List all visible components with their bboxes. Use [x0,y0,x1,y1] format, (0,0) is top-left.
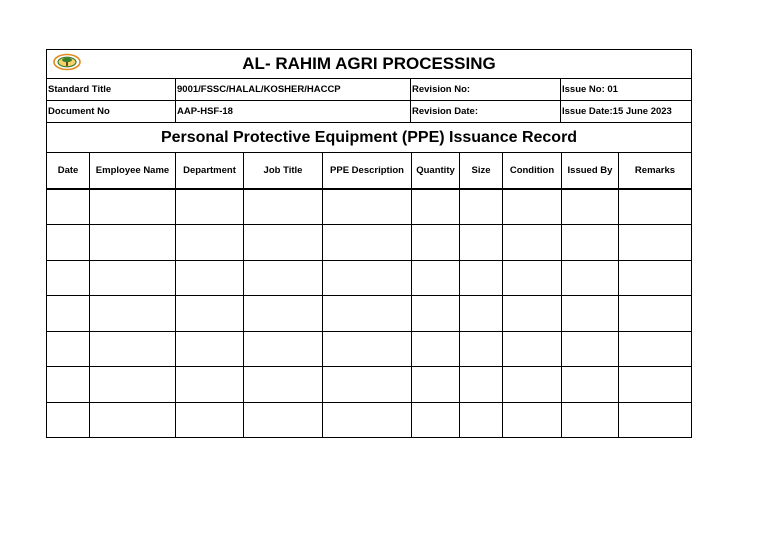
table-cell[interactable] [619,296,692,332]
table-cell[interactable] [90,367,176,403]
table-cell[interactable] [503,402,562,438]
table-cell[interactable] [460,402,503,438]
table-cell[interactable] [244,260,323,296]
table-cell[interactable] [503,260,562,296]
table-cell[interactable] [323,331,412,367]
company-name: AL- RAHIM AGRI PROCESSING [242,54,496,73]
table-cell[interactable] [176,189,244,225]
table-cell[interactable] [412,402,460,438]
table-cell[interactable] [176,402,244,438]
table-row [47,260,692,296]
table-cell[interactable] [619,402,692,438]
form-title: Personal Protective Equipment (PPE) Issuance Record [47,123,692,153]
table-cell[interactable] [503,367,562,403]
table-cell[interactable] [562,225,619,261]
table-cell[interactable] [90,189,176,225]
ppe-issuance-table [46,152,692,439]
table-cell[interactable] [503,225,562,261]
table-cell[interactable] [323,367,412,403]
company-header-cell [47,50,692,79]
table-cell[interactable] [460,331,503,367]
table-cell[interactable] [619,331,692,367]
ppe-form-sheet [46,49,691,438]
table-row [47,402,692,438]
table-cell[interactable] [412,296,460,332]
table-cell[interactable] [412,189,460,225]
table-cell[interactable] [47,402,90,438]
standard-title-value[interactable]: 9001/FSSC/HALAL/KOSHER/HACCP [176,79,411,101]
table-cell[interactable] [412,225,460,261]
column-header-size: Size [460,152,503,189]
table-row [47,189,692,225]
issue-no-label[interactable]: Issue No: 01 [561,79,692,101]
table-cell[interactable] [562,402,619,438]
issue-date-label[interactable]: Issue Date:15 June 2023 [561,101,692,123]
table-row [47,331,692,367]
table-cell[interactable] [176,225,244,261]
column-header-employee-name: Employee Name [90,152,176,189]
table-body [47,189,692,438]
table-cell[interactable] [619,260,692,296]
table-cell[interactable] [176,260,244,296]
table-row [47,225,692,261]
table-cell[interactable] [323,260,412,296]
table-cell[interactable] [90,402,176,438]
table-cell[interactable] [562,189,619,225]
table-cell[interactable] [47,189,90,225]
table-cell[interactable] [244,296,323,332]
table-cell[interactable] [460,260,503,296]
table-cell[interactable] [503,331,562,367]
table-cell[interactable] [460,225,503,261]
column-header-quantity: Quantity [412,152,460,189]
column-header-condition: Condition [503,152,562,189]
column-header-ppe-description: PPE Description [323,152,412,189]
table-cell[interactable] [90,225,176,261]
table-cell[interactable] [323,225,412,261]
table-cell[interactable] [562,296,619,332]
table-cell[interactable] [562,367,619,403]
table-cell[interactable] [460,296,503,332]
table-cell[interactable] [619,189,692,225]
table-cell[interactable] [47,260,90,296]
table-cell[interactable] [244,225,323,261]
table-cell[interactable] [244,331,323,367]
table-cell[interactable] [244,189,323,225]
table-cell[interactable] [619,367,692,403]
table-cell[interactable] [323,296,412,332]
table-cell[interactable] [323,402,412,438]
table-cell[interactable] [176,367,244,403]
table-cell[interactable] [412,367,460,403]
revision-date-label[interactable]: Revision Date: [411,101,561,123]
company-logo-icon [52,53,82,71]
table-cell[interactable] [460,367,503,403]
table-row [47,296,692,332]
table-cell[interactable] [412,331,460,367]
table-header-row [47,152,692,189]
table-cell[interactable] [47,367,90,403]
table-cell[interactable] [562,260,619,296]
table-cell[interactable] [503,296,562,332]
standard-title-label: Standard Title [47,79,176,101]
table-cell[interactable] [619,225,692,261]
column-header-issued-by: Issued By [562,152,619,189]
table-cell[interactable] [503,189,562,225]
table-cell[interactable] [176,296,244,332]
table-cell[interactable] [47,225,90,261]
table-cell[interactable] [244,367,323,403]
document-no-value[interactable]: AAP-HSF-18 [176,101,411,123]
table-cell[interactable] [90,331,176,367]
document-no-label: Document No [47,101,176,123]
table-cell[interactable] [323,189,412,225]
column-header-job-title: Job Title [244,152,323,189]
column-header-remarks: Remarks [619,152,692,189]
table-cell[interactable] [460,189,503,225]
table-cell[interactable] [562,331,619,367]
table-row [47,367,692,403]
table-cell[interactable] [176,331,244,367]
table-cell[interactable] [47,296,90,332]
table-cell[interactable] [90,296,176,332]
table-cell[interactable] [90,260,176,296]
revision-no-label[interactable]: Revision No: [411,79,561,101]
column-header-date: Date [47,152,90,189]
column-header-department: Department [176,152,244,189]
document-header [46,49,692,153]
table-cell[interactable] [412,260,460,296]
table-cell[interactable] [244,402,323,438]
table-cell[interactable] [47,331,90,367]
